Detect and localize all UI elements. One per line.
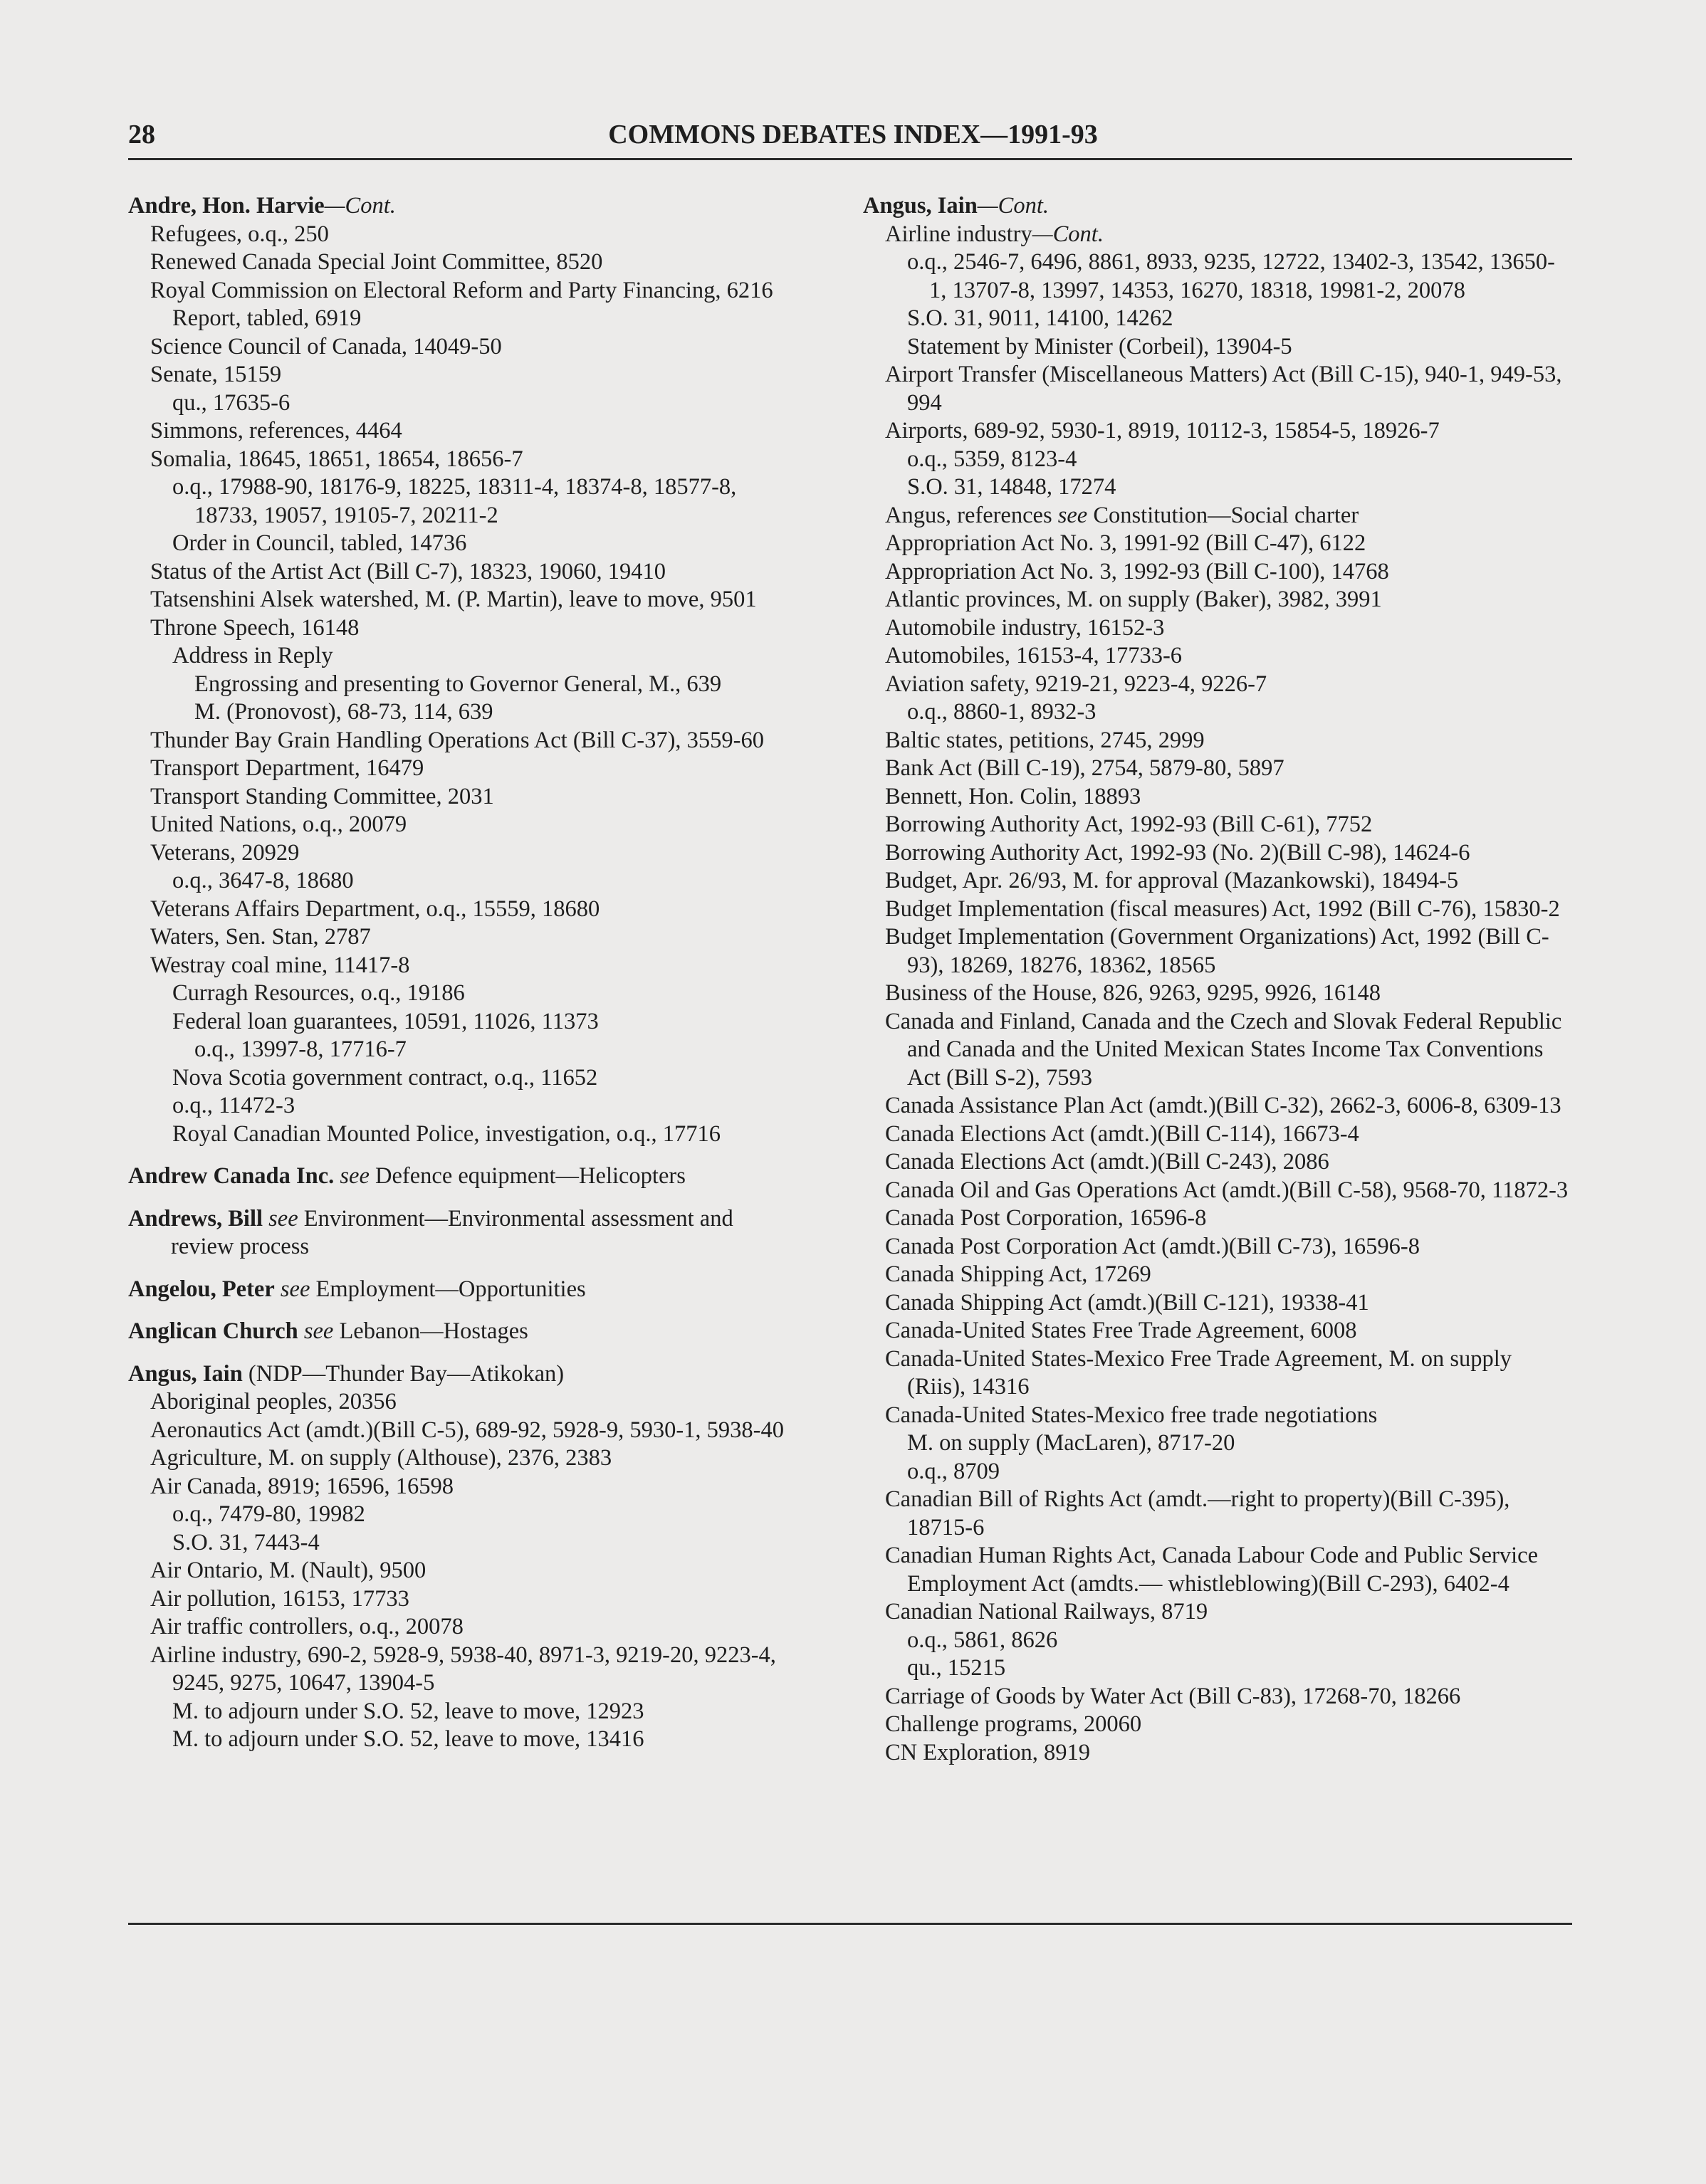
- index-subentry: [172, 473, 790, 530]
- index-subentry: [885, 361, 1572, 417]
- index-subentry: [885, 586, 1572, 614]
- entry-text: Airline industry, 690-2, 5928-9, 5938-40, 8971-3, 9219-20, 9223-4, 9245, 9275, 10647, 13904-5: [150, 1642, 776, 1696]
- entry-text: Constitution—Social charter: [1087, 502, 1359, 528]
- entry-text: Tatsenshini Alsek watershed, M. (P. Martin), leave to move, 9501: [150, 587, 757, 612]
- index-subentry: [172, 867, 790, 896]
- heading-name: Angus, Iain: [863, 193, 978, 219]
- entry-text: United Nations, o.q., 20079: [150, 812, 407, 837]
- entry-text: o.q., 17988-90, 18176-9, 18225, 18311-4, 18374-8, 18577-8, 18733, 19057, 19105-7, 20211-2: [172, 474, 737, 528]
- entry-text: Canada Shipping Act (amdt.)(Bill C-121), 19338-41: [885, 1289, 1369, 1316]
- index-subentry: [907, 305, 1572, 333]
- index-subentry: [150, 755, 790, 783]
- index-subentry: [150, 333, 790, 362]
- entry-text: Aeronautics Act (amdt.)(Bill C-5), 689-92, 5928-9, 5930-1, 5938-40: [150, 1417, 784, 1443]
- entry-text: Canada-United States-Mexico Free Trade Agreement, M. on supply (Riis), 14316: [885, 1345, 1512, 1400]
- entry-text: Transport Standing Committee, 2031: [150, 783, 494, 809]
- index-subentry: [885, 1233, 1572, 1261]
- index-subentry: [907, 446, 1572, 474]
- heading-qualifier: see: [334, 1163, 370, 1189]
- index-subentry: [885, 1711, 1572, 1739]
- entry-text: Appropriation Act No. 3, 1992-93 (Bill C-100), 14768: [885, 558, 1389, 584]
- entry-text: qu., 17635-6: [172, 389, 291, 416]
- entry-text: Canada Post Corporation Act (amdt.)(Bill C-73), 16596-8: [885, 1233, 1420, 1259]
- entry-text: Employment—Opportunities: [310, 1276, 586, 1302]
- entry-text: Air Canada, 8919; 16596, 16598: [150, 1473, 454, 1499]
- index-subentry: [172, 1064, 790, 1093]
- index-subentry: [885, 671, 1572, 699]
- entry-text: Royal Commission on Electoral Reform and Party Financing, 6216: [150, 277, 773, 303]
- index-subentry: [885, 1345, 1572, 1402]
- index-subentry: [150, 811, 790, 839]
- index-subentry: [885, 502, 1572, 530]
- entry-text: Challenge programs, 20060: [885, 1711, 1142, 1737]
- entry-text: Lebanon—Hostages: [333, 1318, 528, 1344]
- entry-text: o.q., 2546-7, 6496, 8861, 8933, 9235, 12722, 13402-3, 13542, 13650-1, 13707-8, 13997, 14353, 16270, 18318, 19981-2, 20078: [907, 249, 1555, 303]
- index-subentry: [150, 1473, 790, 1501]
- page-number: 28: [128, 120, 155, 149]
- entry-text: Canada Elections Act (amdt.)(Bill C-114), 16673-4: [885, 1120, 1359, 1147]
- index-subentry: [150, 248, 790, 277]
- index-subentry: [885, 417, 1572, 446]
- entry-text: Air traffic controllers, o.q., 20078: [150, 1614, 464, 1639]
- running-title: COMMONS DEBATES INDEX—1991-93: [608, 120, 1098, 149]
- entry-text: Statement by Minister (Corbeil), 13904-5: [907, 333, 1292, 359]
- entry-text: Address in Reply: [172, 643, 333, 668]
- entry-text: Baltic states, petitions, 2745, 2999: [885, 727, 1205, 753]
- entry-text: Curragh Resources, o.q., 19186: [172, 980, 465, 1006]
- entry-text: Canada Elections Act (amdt.)(Bill C-243), 2086: [885, 1149, 1329, 1175]
- index-subentry: [172, 1008, 790, 1036]
- heading-name: Angelou, Peter: [128, 1276, 275, 1302]
- entry-text: Westray coal mine, 11417-8: [150, 952, 410, 978]
- entry-text: o.q., 7479-80, 19982: [172, 1501, 365, 1527]
- index-heading: [128, 1276, 790, 1304]
- heading-qualifier: —Cont.: [977, 193, 1050, 219]
- entry-text: Environment—Environmental assessment and review process: [171, 1205, 733, 1259]
- index-heading: [128, 1205, 790, 1261]
- entry-text: Nova Scotia government contract, o.q., 11652: [172, 1064, 598, 1091]
- entry-text: o.q., 5359, 8123-4: [907, 446, 1077, 472]
- entry-text: S.O. 31, 9011, 14100, 14262: [907, 305, 1173, 331]
- entry-text: Airline industry: [885, 221, 1032, 247]
- entry-text: Air Ontario, M. (Nault), 9500: [150, 1558, 426, 1583]
- entry-text: Federal loan guarantees, 10591, 11026, 11373: [172, 1008, 599, 1034]
- index-subentry: [907, 1654, 1572, 1683]
- index-subentry: [172, 1501, 790, 1529]
- entry-text: M. (Pronovost), 68-73, 114, 639: [194, 699, 493, 725]
- index-subentry: [885, 1542, 1572, 1598]
- index-subentry: [150, 558, 790, 587]
- index-subentry: [907, 1458, 1572, 1486]
- heading-qualifier: see: [274, 1276, 310, 1302]
- entry-text: M. to adjourn under S.O. 52, leave to move, 13416: [172, 1726, 644, 1752]
- entry-text: Bank Act (Bill C-19), 2754, 5879-80, 5897: [885, 755, 1284, 781]
- entry-text: o.q., 8709: [907, 1458, 1000, 1484]
- entry-text: Automobile industry, 16152-3: [885, 614, 1165, 641]
- entry-text: o.q., 5861, 8626: [907, 1627, 1058, 1653]
- index-subentry: [172, 1120, 790, 1149]
- index-subentry: [150, 839, 790, 868]
- index-subentry: [172, 305, 790, 333]
- heading-qualifier: see: [298, 1318, 334, 1344]
- index-subentry: [172, 1092, 790, 1120]
- index-subentry: [885, 1120, 1572, 1149]
- entry-text: o.q., 3647-8, 18680: [172, 868, 354, 893]
- entry-text: Budget Implementation (Government Organizations) Act, 1992 (Bill C-93), 18269, 18276, 18362, 18565: [885, 924, 1549, 978]
- entry-text: S.O. 31, 7443-4: [172, 1529, 320, 1555]
- entry-text: Air pollution, 16153, 17733: [150, 1585, 409, 1612]
- index-subentry: [172, 642, 790, 671]
- index-subentry: [194, 698, 790, 727]
- index-heading: [128, 1360, 790, 1389]
- entry-text: Bennett, Hon. Colin, 18893: [885, 783, 1141, 809]
- entry-text: Engrossing and presenting to Governor General, M., 639: [194, 671, 722, 697]
- index-heading: [863, 192, 1572, 221]
- entry-text: Borrowing Authority Act, 1992-93 (Bill C-61), 7752: [885, 812, 1373, 837]
- index-subentry: [172, 389, 790, 418]
- index-subentry: [885, 896, 1572, 924]
- index-subentry: [194, 671, 790, 699]
- index-subentry: [172, 1726, 790, 1754]
- index-subentry: [150, 1585, 790, 1614]
- entry-text: Canada Post Corporation, 16596-8: [885, 1205, 1207, 1231]
- index-subentry: [885, 1204, 1572, 1233]
- index-subentry: [885, 1317, 1572, 1345]
- footer-rule: [128, 1923, 1572, 1925]
- entry-text: Budget, Apr. 26/93, M. for approval (Mazankowski), 18494-5: [885, 868, 1459, 893]
- entry-text: o.q., 8860-1, 8932-3: [907, 699, 1097, 725]
- entry-text: Airport Transfer (Miscellaneous Matters) Act (Bill C-15), 940-1, 949-53, 994: [885, 362, 1562, 416]
- entry-text: Canada-United States Free Trade Agreement, 6008: [885, 1318, 1357, 1343]
- entry-text: Canada Assistance Plan Act (amdt.)(Bill C-32), 2662-3, 6006-8, 6309-13: [885, 1093, 1561, 1118]
- index-subentry: [150, 1388, 790, 1417]
- entry-text: o.q., 13997-8, 17716-7: [194, 1036, 407, 1062]
- continued-marker: —Cont.: [1032, 221, 1104, 247]
- heading-name: Andre, Hon. Harvie: [128, 193, 325, 219]
- index-column-right: [863, 192, 1572, 1767]
- index-subentry: [194, 1036, 790, 1064]
- index-subentry: [172, 980, 790, 1008]
- index-subentry: [885, 1289, 1572, 1318]
- index-subentry: [885, 1598, 1572, 1627]
- index-subentry: [150, 783, 790, 812]
- index-subentry: [885, 1177, 1572, 1205]
- index-subentry: [150, 277, 790, 305]
- entry-text: Transport Department, 16479: [150, 755, 424, 781]
- entry-text: M. to adjourn under S.O. 52, leave to move, 12923: [172, 1698, 644, 1724]
- index-subentry: [885, 558, 1572, 587]
- index-subentry: [885, 811, 1572, 839]
- index-subentry: [885, 1261, 1572, 1289]
- index-subentry: [885, 1402, 1572, 1430]
- entry-text: Canadian Human Rights Act, Canada Labour Code and Public Service Employment Act (amdts.— whistleblowing)(Bill C-293), 6402-4: [885, 1543, 1539, 1597]
- entry-text: Angus, references: [885, 502, 1052, 528]
- entry-text: Business of the House, 826, 9263, 9295, 9926, 16148: [885, 980, 1381, 1006]
- index-subentry: [907, 1627, 1572, 1655]
- entry-text: Order in Council, tabled, 14736: [172, 530, 467, 556]
- entry-text: Science Council of Canada, 14049-50: [150, 333, 502, 359]
- header-rule: [128, 158, 1572, 160]
- entry-text: (NDP—Thunder Bay—Atikokan): [242, 1360, 565, 1387]
- index-subentry: [150, 361, 790, 389]
- index-subentry: [885, 839, 1572, 868]
- index-subentry: [885, 980, 1572, 1008]
- index-subentry: [150, 1613, 790, 1642]
- entry-text: Renewed Canada Special Joint Committee, 8520: [150, 249, 603, 275]
- entry-text: qu., 15215: [907, 1655, 1006, 1681]
- heading-qualifier: see: [263, 1205, 298, 1232]
- entry-text: Appropriation Act No. 3, 1991-92 (Bill C-47), 6122: [885, 530, 1366, 556]
- index-subentry: [150, 923, 790, 952]
- index-subentry: [885, 755, 1572, 783]
- entry-text: Status of the Artist Act (Bill C-7), 18323, 19060, 19410: [150, 558, 666, 584]
- index-subentry: [150, 1444, 790, 1473]
- entry-text: Royal Canadian Mounted Police, investigation, o.q., 17716: [172, 1120, 721, 1147]
- entry-text: Aboriginal peoples, 20356: [150, 1389, 397, 1414]
- index-subentry: [172, 1529, 790, 1558]
- heading-name: Angus, Iain: [128, 1360, 243, 1387]
- entry-text: S.O. 31, 14848, 17274: [907, 474, 1116, 500]
- index-subentry: [885, 1739, 1572, 1768]
- entry-text: Agriculture, M. on supply (Althouse), 2376, 2383: [150, 1445, 612, 1471]
- index-subentry: [885, 923, 1572, 980]
- see-reference: see: [1052, 502, 1088, 528]
- index-subentry: [172, 530, 790, 558]
- entry-text: Waters, Sen. Stan, 2787: [150, 924, 371, 950]
- entry-text: Senate, 15159: [150, 362, 282, 387]
- heading-qualifier: —Cont.: [324, 193, 396, 219]
- index-subentry: [150, 586, 790, 614]
- entry-text: Borrowing Authority Act, 1992-93 (No. 2)(Bill C-98), 14624-6: [885, 839, 1470, 866]
- entry-text: Budget Implementation (fiscal measures) Act, 1992 (Bill C-76), 15830-2: [885, 896, 1560, 922]
- entry-text: Report, tabled, 6919: [172, 305, 362, 331]
- entry-text: CN Exploration, 8919: [885, 1739, 1090, 1765]
- index-heading: [128, 1162, 790, 1191]
- entry-text: Defence equipment—Helicopters: [369, 1163, 686, 1189]
- index-subentry: [885, 614, 1572, 643]
- entry-text: Canada and Finland, Canada and the Czech and Slovak Federal Republic and Canada and the United Mexican States Income Tax Conventions Act (Bill S-2), 7593: [885, 1008, 1562, 1091]
- index-subentry: [885, 530, 1572, 558]
- entry-text: Canada Oil and Gas Operations Act (amdt.)(Bill C-58), 9568-70, 11872-3: [885, 1177, 1569, 1203]
- index-subentry: [907, 248, 1572, 305]
- index-subentry: [885, 867, 1572, 896]
- index-subentry: [150, 952, 790, 980]
- index-subentry: [885, 727, 1572, 755]
- entry-text: Aviation safety, 9219-21, 9223-4, 9226-7: [885, 671, 1267, 697]
- index-subentry: [150, 727, 790, 755]
- index-subentry: [150, 1557, 790, 1585]
- entry-text: Canada-United States-Mexico free trade negotiations: [885, 1402, 1378, 1428]
- index-heading: [128, 1318, 790, 1346]
- entry-text: Automobiles, 16153-4, 17733-6: [885, 643, 1183, 668]
- heading-name: Andrews, Bill: [128, 1205, 263, 1232]
- index-subentry: [150, 417, 790, 446]
- index-heading: [128, 192, 790, 221]
- entry-text: Throne Speech, 16148: [150, 614, 360, 641]
- index-subentry: [172, 1698, 790, 1726]
- entry-text: o.q., 11472-3: [172, 1093, 295, 1118]
- index-subentry: [907, 698, 1572, 727]
- index-subentry: [150, 221, 790, 249]
- index-subentry: [885, 1148, 1572, 1177]
- entry-text: Canadian Bill of Rights Act (amdt.—right to property)(Bill C-395), 18715-6: [885, 1486, 1510, 1540]
- entry-text: Atlantic provinces, M. on supply (Baker), 3982, 3991: [885, 587, 1382, 612]
- entry-text: Airports, 689-92, 5930-1, 8919, 10112-3, 15854-5, 18926-7: [885, 418, 1440, 443]
- index-subentry: [907, 1429, 1572, 1458]
- entry-text: Refugees, o.q., 250: [150, 221, 329, 247]
- entry-text: M. on supply (MacLaren), 8717-20: [907, 1430, 1235, 1456]
- index-subentry: [885, 1008, 1572, 1093]
- index-subentry: [885, 1486, 1572, 1542]
- index-subentry: [150, 446, 790, 474]
- index-subentry: [150, 614, 790, 643]
- index-column-left: [128, 192, 790, 1754]
- index-subentry: [907, 473, 1572, 502]
- index-subentry: [907, 333, 1572, 362]
- index-subentry: [885, 642, 1572, 671]
- index-subentry: [885, 221, 1572, 249]
- heading-name: Anglican Church: [128, 1318, 298, 1344]
- entry-text: Thunder Bay Grain Handling Operations Act (Bill C-37), 3559-60: [150, 727, 764, 753]
- heading-name: Andrew Canada Inc.: [128, 1163, 335, 1189]
- entry-text: Simmons, references, 4464: [150, 418, 402, 443]
- index-subentry: [885, 1092, 1572, 1120]
- entry-text: Canadian National Railways, 8719: [885, 1599, 1208, 1624]
- index-subentry: [150, 1642, 790, 1698]
- entry-text: Carriage of Goods by Water Act (Bill C-83), 17268-70, 18266: [885, 1683, 1461, 1709]
- entry-text: Veterans Affairs Department, o.q., 15559, 18680: [150, 896, 600, 922]
- index-subentry: [150, 896, 790, 924]
- entry-text: Veterans, 20929: [150, 839, 300, 866]
- index-subentry: [150, 1417, 790, 1445]
- index-subentry: [885, 1683, 1572, 1711]
- entry-text: Somalia, 18645, 18651, 18654, 18656-7: [150, 446, 523, 472]
- index-subentry: [885, 783, 1572, 812]
- entry-text: Canada Shipping Act, 17269: [885, 1261, 1151, 1287]
